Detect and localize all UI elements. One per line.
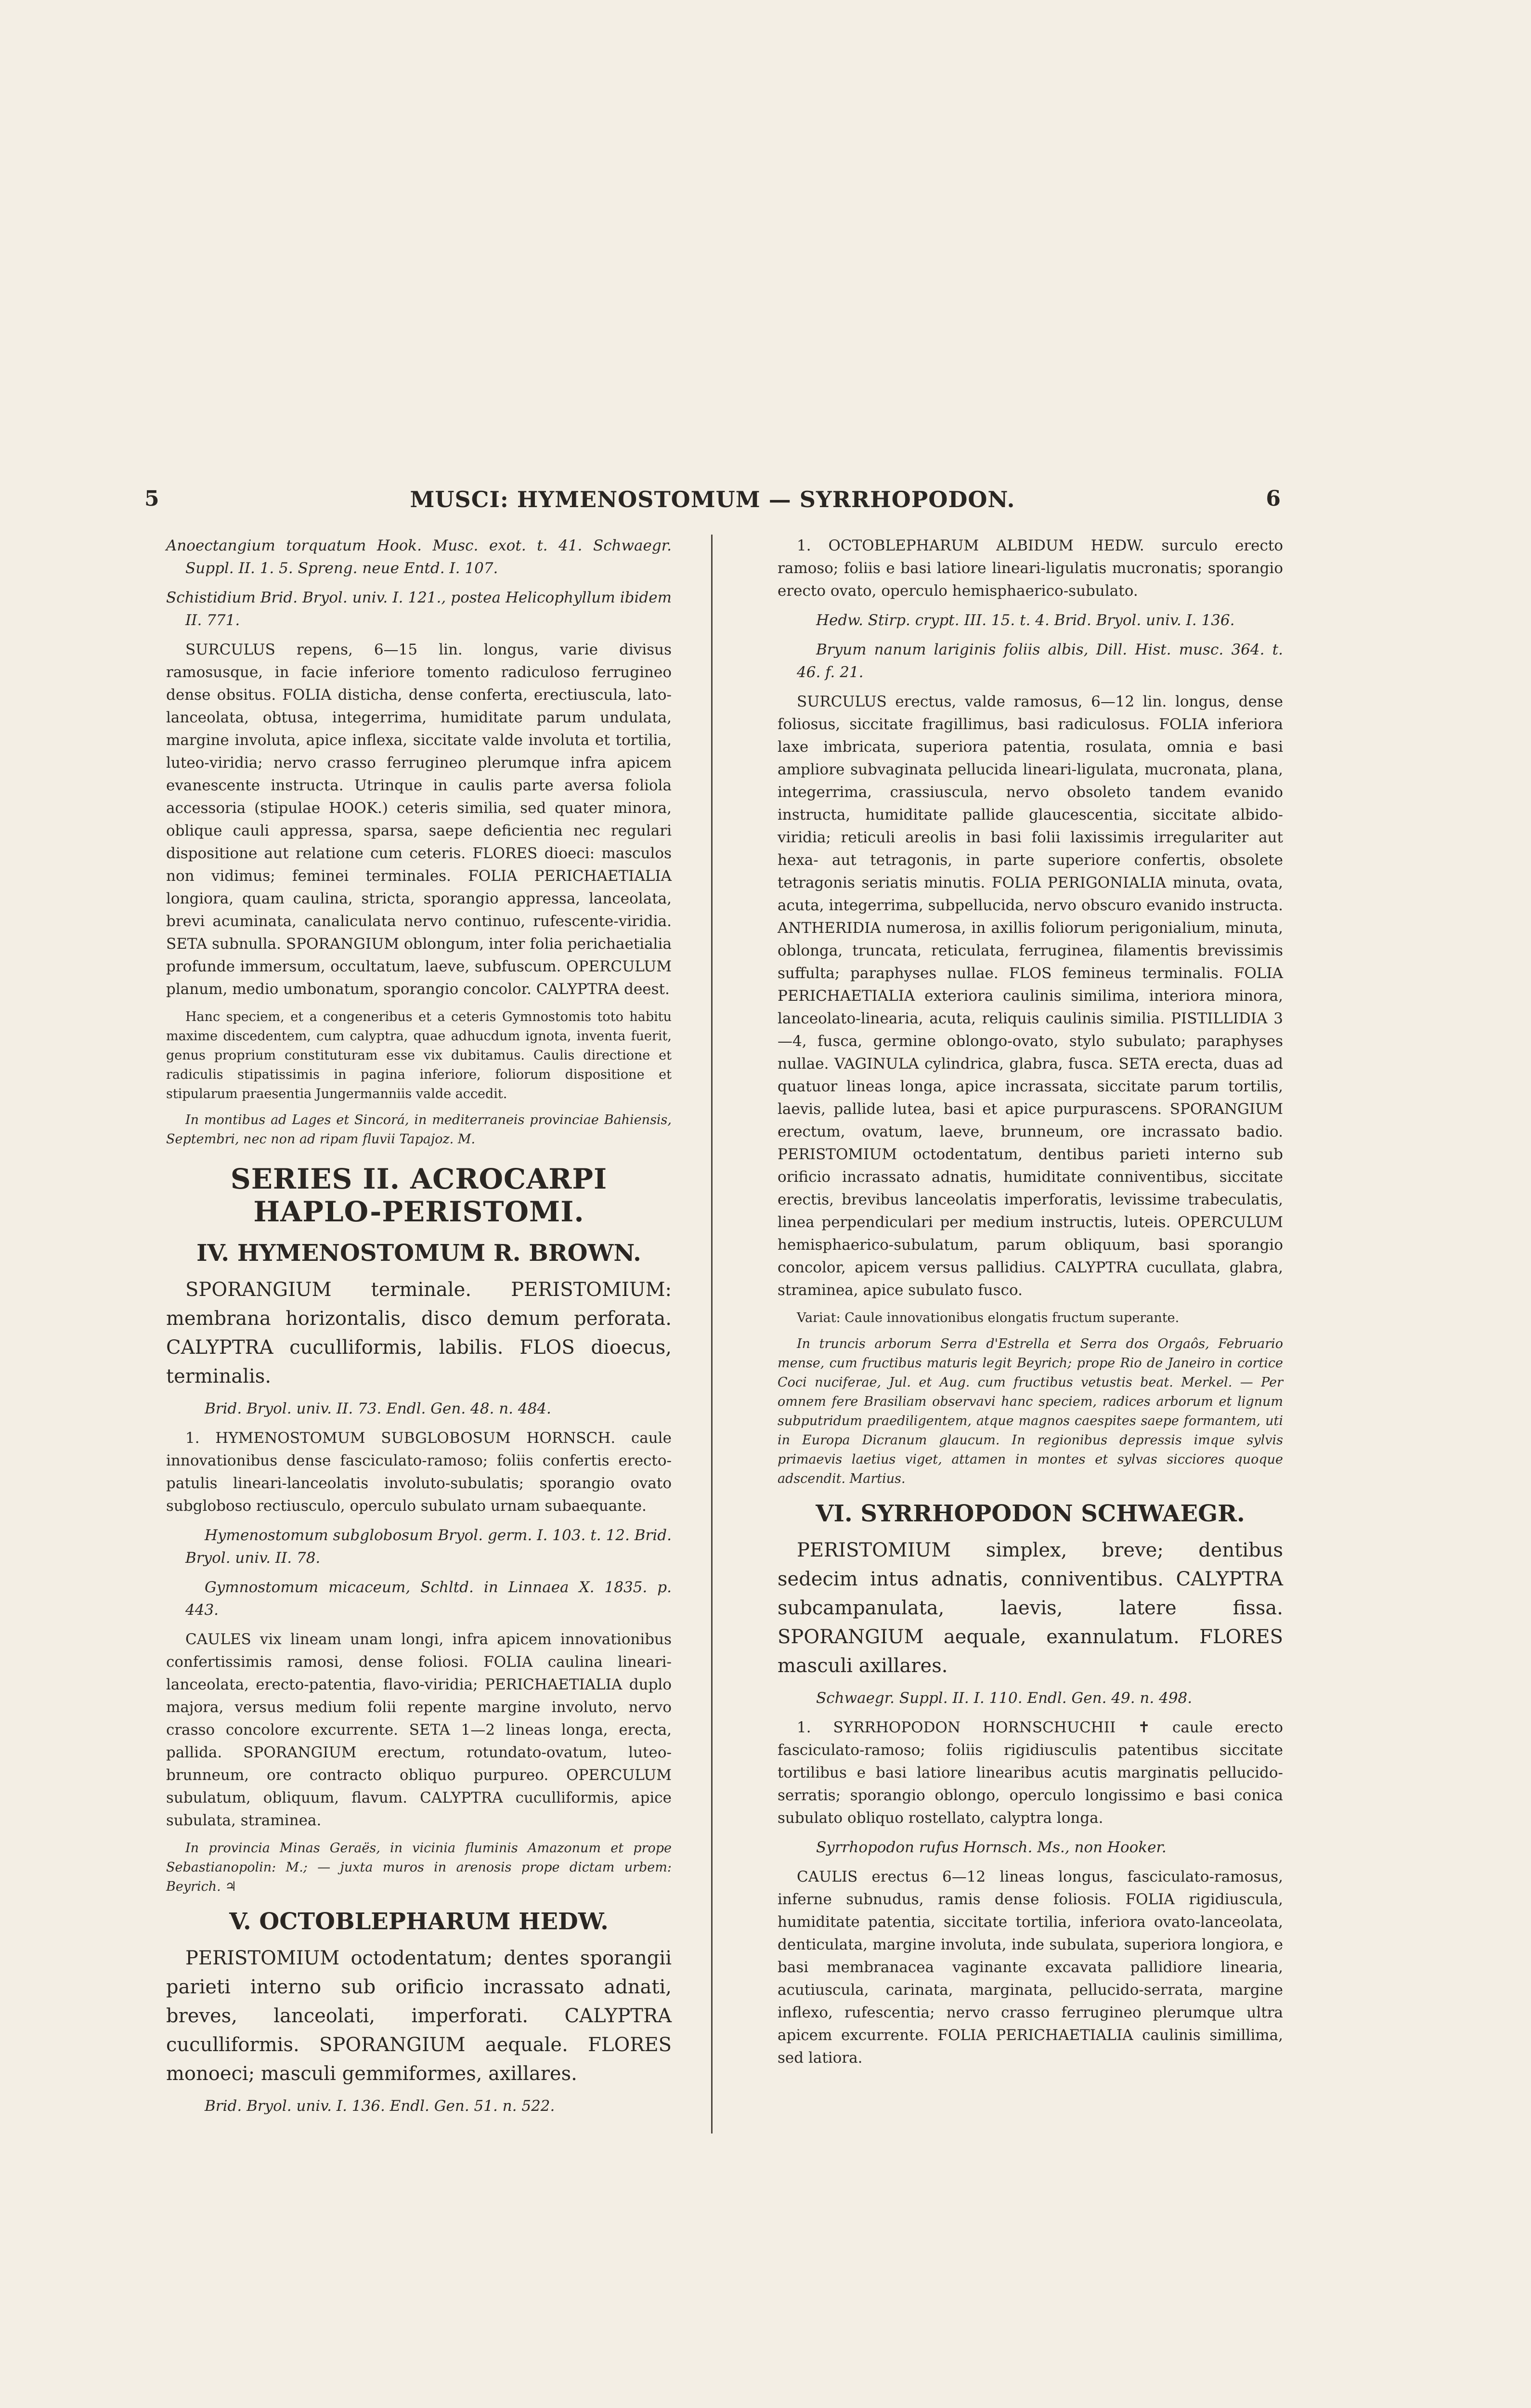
- locality: In truncis arborum Serra d'Estrella et Serra dos Orgaôs, Februario mense, cum fructibus maturis legit Beyrich; prope Rio de Janeiro in cortice Coci nuciferae, Jul. et Aug. cum fructibus vetustis beat. Merkel. — Per omnem fere Brasiliam observavi hanc speciem, radices arborum et lignum subputridum praediligentem, atque magnos caespites saepe formantem, uti in Europa Dicranum glaucum. In regionibus depressis imque sylvis primaevis laetius viget, attamen in montes et sylvas sicciores quoque adscendit. Martius.: [778, 1336, 1283, 1486]
- right-column: [778, 535, 1283, 2076]
- species-description: CAULIS erectus 6—12 lineas longus, fasciculato-ramosus, inferne subnudus, ramis dense foliosis. FOLIA rigidiuscula, humiditate patentia, siccitate tortilia, inferiora ovato-lanceolata, denticulata, margine involuta, inde subulata, superiora longiora, e basi membranacea vaginante excavata pallidiore linearia, acutiuscula, carinata, marginata, pellucido-serrata, margine inflexo, rufescentia; nervo crasso ferrugineo plerumque ultra apicem excurrente. FOLIA PERICHAETIALIA caulinis simillima, sed latiora.: [778, 1868, 1283, 2067]
- column-divider: [711, 535, 713, 2133]
- species-description: SURCULUS repens, 6—15 lin. longus, varie divisus ramosusque, in facie inferiore tomento radiculoso ferrugineo dense obsitus. FOLIA disticha, dense conferta, erectiuscula, lato-lanceolata, obtusa, integerrima, humiditate parum undulata, margine involuta, apice inflexa, siccitate valde involuta et tortilia, luteo-viridia; nervo crasso ferrugineo plerumque infra apicem evanescente instructa. Utrinque in caulis parte aversa foliola accessoria (stipulae HOOK.) ceteris similia, sed quater minora, oblique cauli appressa, sparsa, saepe deficientia nec regulari dispositione aut relatione cum ceteris. FLORES dioeci: masculos non vidimus; feminei terminales. FOLIA PERICHAETIALIA longiora, quam caulina, stricta, sporangio appressa, lanceolata, brevi acuminata, canaliculata nervo continuo, rufescente-viridia. SETA subnulla. SPORANGIUM oblongum, inter folia perichaetialia profunde immersum, occultatum, laeve, subfuscum. OPERCULUM planum, medio umbonatum, sporangio concolor. CALYPTRA deest.: [166, 641, 672, 998]
- page-header: [144, 486, 1281, 525]
- genus-description: PERISTOMIUM simplex, breve; dentibus sedecim intus adnatis, conniventibus. CALYPTRA subcampanulata, laevis, latere fissa. SPORANGIUM aequale, exannulatum. FLORES masculi axillares.: [778, 1539, 1283, 1677]
- locality: In provincia Minas Geraës, in vicinia fluminis Amazonum et prope Sebastianopolin: M.; — juxta muros in arenosis prope dictam urbem: Beyrich. ♃: [166, 1841, 672, 1894]
- genus-description: SPORANGIUM terminale. PERISTOMIUM: membrana horizontalis, disco demum perforata. CALYPTRA cuculliformis, labilis. FLOS dioecus, terminalis.: [166, 1279, 672, 1387]
- citation: Hedw. Stirp. crypt. III. 15. t. 4. Brid. Bryol. univ. I. 136.: [816, 612, 1235, 629]
- species-note: Hanc speciem, et a congeneribus et a ceteris Gymnostomis toto habitu maxime discedentem, cum calyptra, quae adhucdum ignota, inventa fuerit, genus proprium constituturam esse vix dubitamus. Caulis directione et radiculis stipatissimis in pagina inferiore, foliorum dispositione et stipularum praesentia Jungermanniis valde accedit.: [166, 1009, 672, 1101]
- citation: Anoectangium torquatum Hook. Musc. exot. t. 41. Schwaegr. Suppl. II. 1. 5. Spreng. neue Entd. I. 107.: [166, 537, 672, 577]
- genus-citation: Brid. Bryol. univ. II. 73. Endl. Gen. 48. n. 484.: [205, 1400, 551, 1417]
- left-page-number: 5: [144, 486, 159, 511]
- species-heading: 1. OCTOBLEPHARUM ALBIDUM HEDW. surculo erecto ramoso; foliis e basi latiore lineari-ligulatis mucronatis; sporangio erecto ovato, operculo hemisphaerico-subulato.: [778, 537, 1283, 600]
- series-heading: SERIES II. ACROCARPI HAPLO-PERISTOMI.: [230, 1163, 608, 1228]
- species-heading: 1. SYRRHOPODON HORNSCHUCHII ✝ caule erecto fasciculato-ramoso; foliis rigidiusculis patentibus siccitate tortilibus e basi latiore linearibus acutis marginatis pellucido-serratis; sporangio oblongo, operculo longissimo e basi conica subulato obliquo rostellato, calyptra longa.: [778, 1719, 1283, 1827]
- species-heading: 1. HYMENOSTOMUM SUBGLOBOSUM HORNSCH. caule innovationibus dense fasciculato-ramoso; foliis confertis erecto-patulis lineari-lanceolatis involuto-subulatis; sporangio ovato subgloboso rectiusculo, operculo subulato urnam subaequante.: [166, 1429, 672, 1515]
- species-description: SURCULUS erectus, valde ramosus, 6—12 lin. longus, dense foliosus, siccitate fragillimus, basi radiculosus. FOLIA inferiora laxe imbricata, superiora patentia, rosulata, omnia e basi ampliore subvaginata pellucida lineari-ligulata, mucronata, plana, integerrima, crassiuscula, nervo obsoleto tandem evanido instructa, humiditate pallide glaucescentia, siccitate albido-viridia; reticuli areolis in basi folii laxissimis irregulariter aut hexa- aut tetragonis, in parte superiore confertis, obsolete tetragonis seriatis minutis. FOLIA PERIGONIALIA minuta, ovata, acuta, integerrima, subpellucida, nervo obscuro evanido instructa. ANTHERIDIA numerosa, in axillis foliorum perigonialium, minuta, oblonga, truncata, reticulata, ferruginea, filamentis brevissimis suffulta; paraphyses nullae. FLOS femineus terminalis. FOLIA PERICHAETIALIA exteriora caulinis similima, interiora minora, lanceolato-linearia, acuta, reliquis caulinis similia. PISTILLIDIA 3—4, fusca, germine oblongo-ovato, stylo subulato; paraphyses nullae. VAGINULA cylindrica, glabra, fusca. SETA erecta, duas ad quatuor lineas longa, apice incrassata, siccitate parum tortilis, laevis, pallide lutea, basi et apice purpurascens. SPORANGIUM erectum, ovatum, laeve, brunneum, ore incrassato badio. PERISTOMIUM octodentatum, dentibus parieti interno sub orificio incrassato adnatis, humiditate conniventibus, siccitate erectis, brevibus lanceolatis imperforatis, levissime trabeculatis, linea perpendiculari per medium instructis, luteis. OPERCULUM hemisphaerico-subulatum, parum obliquum, basi sporangio concolor, apicem versus pallidius. CALYPTRA cucullata, glabra, straminea, apice subulato fusco.: [778, 693, 1283, 1299]
- genus-heading: IV. HYMENOSTOMUM R. BROWN.: [196, 1240, 641, 1267]
- species-description: CAULES vix lineam unam longi, infra apicem innovationibus confertissimis ramosi, dense foliosi. FOLIA caulina lineari-lanceolata, erecto-patentia, flavo-viridia; PERICHAETIALIA duplo majora, versus medium folii repente margine involuto, nervo crasso concolore excurrente. SETA 1—2 lineas longa, erecta, pallida. SPORANGIUM erectum, rotundato-ovatum, luteo-brunneum, ore contracto obliquo purpureo. OPERCULUM subulatum, obliquum, flavum. CALYPTRA cuculliformis, apice subulata, straminea.: [166, 1631, 672, 1829]
- citation: Gymnostomum micaceum, Schltd. in Linnaea X. 1835. p. 443.: [185, 1579, 672, 1619]
- running-title: MUSCI: HYMENOSTOMUM — SYRRHOPODON.: [410, 486, 1015, 512]
- left-column: [166, 535, 672, 2124]
- genus-description: PERISTOMIUM octodentatum; dentes sporangii parieti interno sub orificio incrassato adnati, breves, lanceolati, imperforati. CALYPTRA cuculliformis. SPORANGIUM aequale. FLORES monoeci; masculi gemmiformes, axillares.: [166, 1947, 672, 2085]
- genus-citation: Schwaegr. Suppl. II. I. 110. Endl. Gen. 49. n. 498.: [816, 1689, 1193, 1707]
- genus-heading: VI. SYRRHOPODON SCHWAEGR.: [816, 1500, 1245, 1527]
- citation: Bryum nanum lariginis foliis albis, Dill. Hist. musc. 364. t. 46. f. 21.: [797, 641, 1283, 681]
- citation: Hymenostomum subglobosum Bryol. germ. I. 103. t. 12. Brid. Bryol. univ. II. 78.: [185, 1527, 672, 1567]
- right-page-number: 6: [1266, 486, 1281, 511]
- variety-note: Variat: Caule innovationibus elongatis fructum superante.: [797, 1310, 1180, 1325]
- citation: Syrrhopodon rufus Hornsch. Ms., non Hooker.: [816, 1839, 1167, 1856]
- locality: In montibus ad Lages et Sincorá, in mediterraneis provinciae Bahiensis, Septembri, nec non ad ripam fluvii Tapajoz. M.: [166, 1112, 672, 1147]
- citation: Schistidium Brid. Bryol. univ. I. 121., postea Helicophyllum ibidem II. 771.: [166, 589, 672, 629]
- genus-heading: V. OCTOBLEPHARUM HEDW.: [229, 1908, 609, 1935]
- genus-citation: Brid. Bryol. univ. I. 136. Endl. Gen. 51. n. 522.: [205, 2097, 555, 2115]
